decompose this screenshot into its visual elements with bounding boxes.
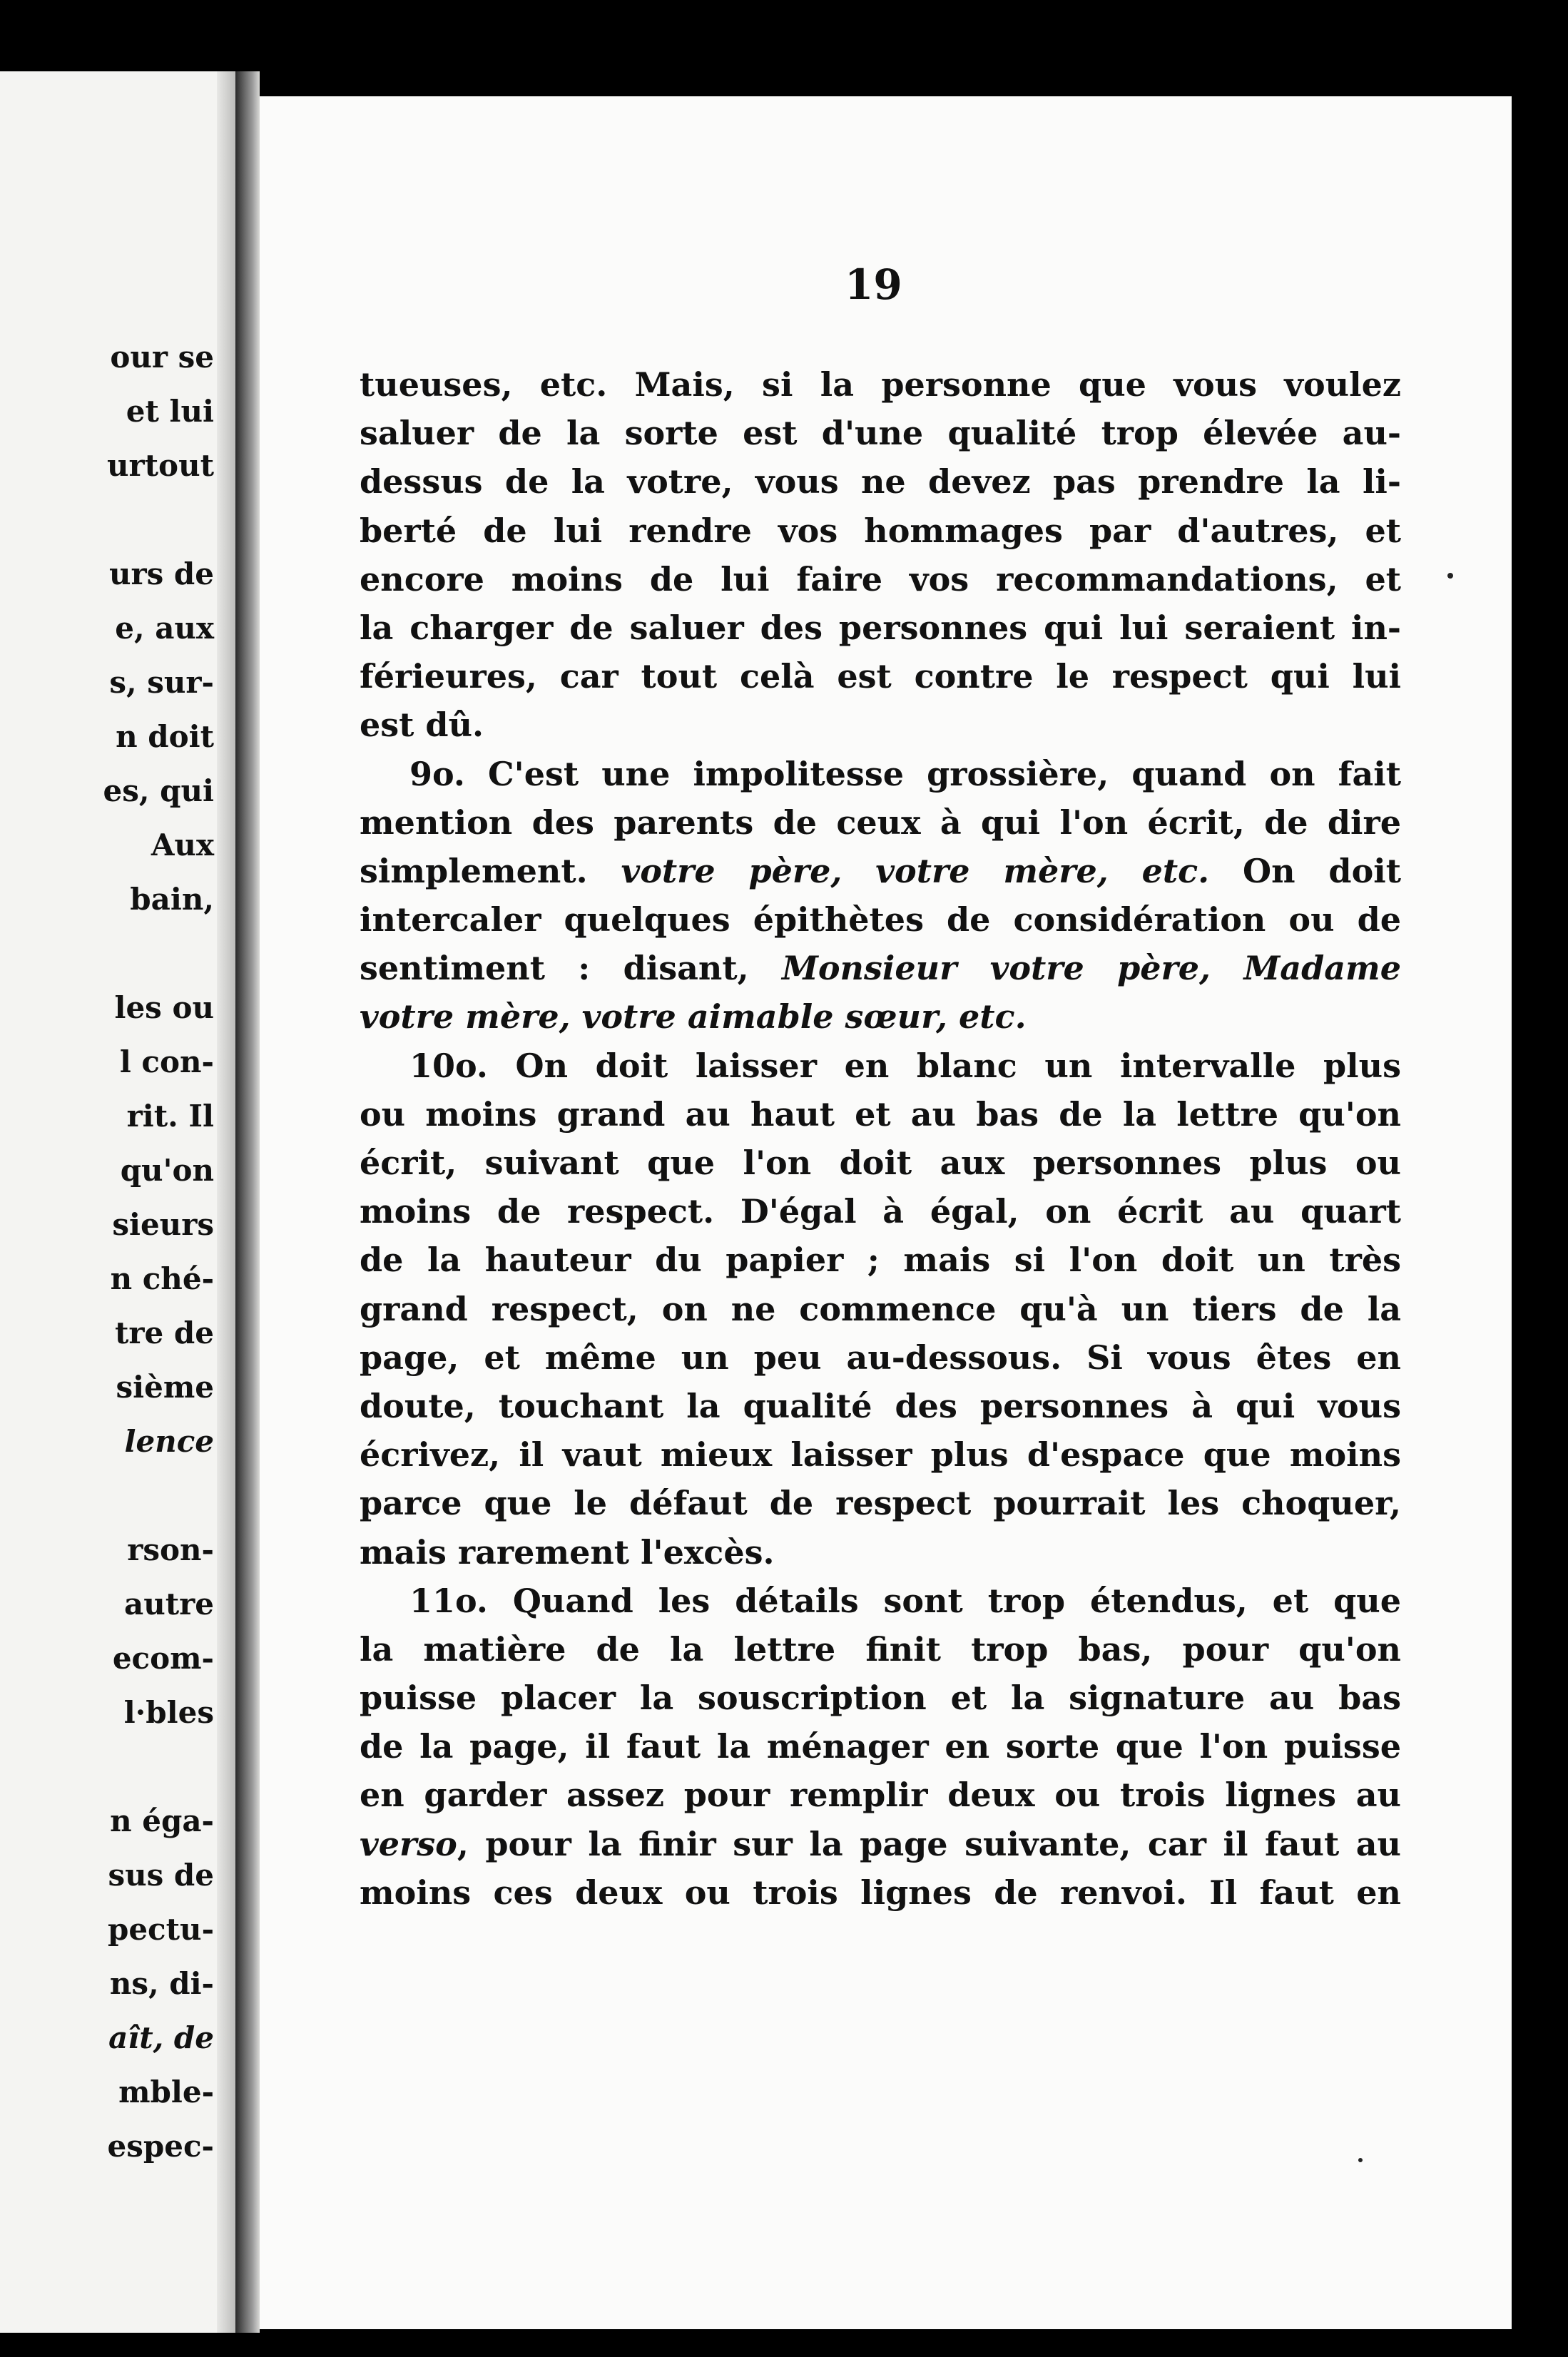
left-page-line: qu'on [120, 1153, 214, 1188]
left-page-line: rit. Il [126, 1099, 214, 1134]
left-page-line: s, sur- [109, 665, 214, 700]
left-page-line: tre de [115, 1315, 214, 1350]
text-line: votre mère, votre aimable sœur, etc. [360, 997, 1027, 1037]
text-line: encore moins de lui faire vos recommandations, et [360, 559, 1401, 599]
text-line: grand respect, on ne commence qu'à un tiers de la [360, 1289, 1401, 1328]
right-page [260, 96, 1512, 2329]
left-page-line: lence [124, 1424, 214, 1459]
text-line: saluer de la sorte est d'une qualité trop élevée au- [360, 414, 1401, 453]
left-page-line: l con- [119, 1044, 214, 1079]
text-line: de la hauteur du papier ; mais si l'on doit un très [360, 1241, 1401, 1280]
left-page-line: e, aux [115, 611, 214, 646]
left-page-line: espec- [107, 2129, 214, 2164]
left-page-gutter-shadow [217, 71, 235, 2333]
left-page-line: l·bles [123, 1695, 214, 1730]
text-line: de la page, il faut la ménager en sorte que l'on puisse [360, 1727, 1401, 1766]
left-page-line: et lui [126, 394, 214, 429]
text-line: verso, pour la finir sur la page suivante, car il faut au [360, 1824, 1401, 1863]
ink-speck [1358, 2158, 1363, 2162]
text-line: en garder assez pour remplir deux ou trois lignes au [360, 1776, 1401, 1815]
left-page-line: our se [110, 340, 214, 375]
left-page-line: les ou [114, 990, 214, 1025]
text-line: férieures, car tout celà est contre le respect qui lui [360, 657, 1401, 696]
text-line: berté de lui rendre vos hommages par d'autres, et [360, 511, 1401, 550]
ink-speck [1447, 573, 1453, 579]
left-page-line: rson- [127, 1532, 214, 1567]
text-line: écrivez, il vaut mieux laisser plus d'espace que moins [360, 1435, 1401, 1475]
text-line: est dû. [360, 706, 484, 745]
text-line: page, et même un peu au-dessous. Si vous êtes en [360, 1338, 1401, 1377]
left-page-line: n ché- [110, 1261, 214, 1296]
left-page-line: n éga- [110, 1803, 214, 1838]
text-line: 11o. Quand les détails sont trop étendus, et que [409, 1581, 1401, 1620]
left-page-line: ecom- [112, 1641, 214, 1676]
text-line: tueuses, etc. Mais, si la personne que vous voulez [360, 365, 1401, 404]
left-page-line: urtout [106, 448, 214, 483]
text-line: parce que le défaut de respect pourrait les choquer, [360, 1484, 1401, 1523]
page-body-text [360, 360, 1401, 1917]
page-number: 19 [845, 260, 902, 309]
left-page-line: aît, de [108, 2020, 214, 2055]
left-page-line: autre [124, 1587, 214, 1622]
text-line: 9o. C'est une impolitesse grossière, quand on fait [409, 754, 1401, 793]
text-line: mais rarement l'excès. [360, 1532, 775, 1572]
left-page-line: sieurs [112, 1207, 214, 1242]
book-binding [235, 71, 260, 2333]
left-page-line: es, qui [103, 773, 214, 808]
left-page-line: urs de [108, 556, 214, 591]
text-line: moins de respect. D'égal à égal, on écrit au quart [360, 1192, 1401, 1231]
left-page-line: ns, di- [109, 1966, 214, 2001]
text-line: 10o. On doit laisser en blanc un intervalle plus [409, 1046, 1401, 1085]
left-page-line: n doit [116, 719, 214, 754]
left-page-line: sième [116, 1370, 214, 1405]
text-line: la charger de saluer des personnes qui lui seraient in- [360, 608, 1401, 647]
text-line: moins ces deux ou trois lignes de renvoi. Il faut en [360, 1873, 1401, 1912]
text-line: ou moins grand au haut et au bas de la lettre qu'on [360, 1094, 1401, 1134]
text-line: doute, touchant la qualité des personnes à qui vous [360, 1386, 1401, 1425]
left-page-line: bain, [130, 882, 214, 917]
text-line: dessus de la votre, vous ne devez pas prendre la li- [360, 462, 1401, 502]
left-facing-page [0, 71, 235, 2333]
text-line: sentiment : disant, Monsieur votre père, Madame [360, 949, 1401, 988]
text-line: la matière de la lettre finit trop bas, pour qu'on [360, 1629, 1401, 1669]
text-line: puisse placer la souscription et la signature au bas [360, 1679, 1401, 1718]
left-page-line: pectu- [107, 1912, 214, 1947]
left-page-line: sus de [108, 1858, 214, 1893]
left-page-line: mble- [118, 2075, 214, 2109]
text-line: simplement. votre père, votre mère, etc. On doit [360, 851, 1401, 890]
text-line: écrit, suivant que l'on doit aux personnes plus ou [360, 1144, 1401, 1182]
text-line: mention des parents de ceux à qui l'on écrit, de dire [360, 803, 1401, 842]
left-page-line: Aux [151, 828, 214, 862]
text-line: intercaler quelques épithètes de considération ou de [360, 900, 1401, 940]
